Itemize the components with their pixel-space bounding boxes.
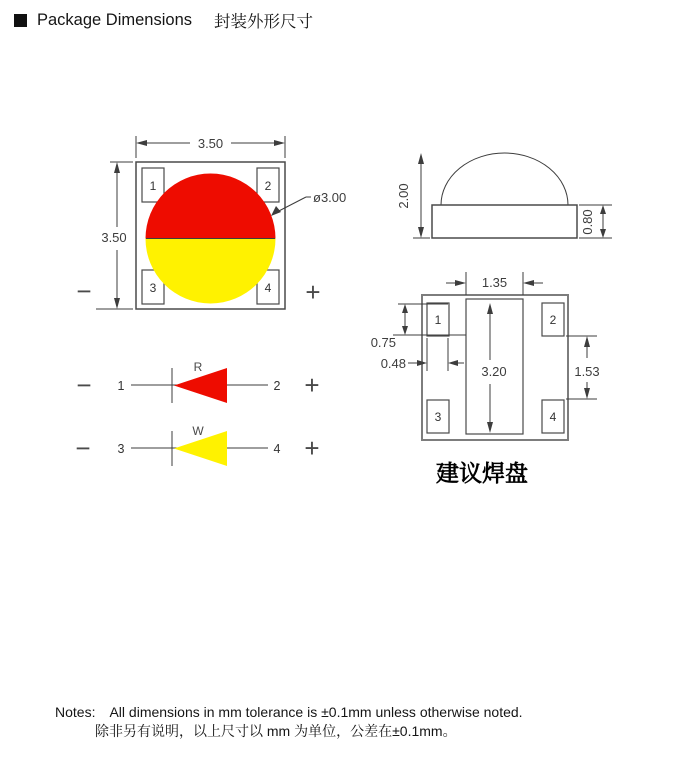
- dim-center-width-label: 1.35: [481, 275, 508, 290]
- layout-pad-1-label: 1: [434, 313, 442, 327]
- dim-pad-height-label: 0.75: [370, 335, 396, 350]
- dim-top-width: [136, 136, 285, 158]
- plus-mark-red: +: [304, 370, 320, 400]
- dim-center-width: [446, 275, 543, 290]
- notes-line2: 除非另有说明，以上尺寸以 mm 为单位，公差在±0.1mm。: [95, 723, 457, 739]
- dim-base-height: [579, 205, 612, 238]
- red-pin-right-label: 2: [273, 379, 281, 393]
- dim-center-height-label: 3.20: [481, 364, 507, 379]
- layout-pad-4-label: 4: [549, 410, 557, 424]
- dim-pad-width-label: 0.48: [380, 356, 406, 371]
- led-circuit-white: [75, 424, 319, 466]
- pad-1-label: 1: [149, 179, 157, 193]
- dim-left-height: [96, 162, 133, 309]
- dim-total-height: [396, 153, 430, 238]
- layout-pad-2-label: 2: [549, 313, 557, 327]
- red-pin-left-label: 1: [117, 379, 125, 393]
- dim-circle-label: ø3.00: [313, 190, 347, 205]
- dim-base-height-label: 0.80: [580, 209, 595, 235]
- pad-2-label: 2: [264, 179, 272, 193]
- minus-mark-red: −: [76, 370, 92, 400]
- plus-mark-top-view: +: [305, 277, 321, 307]
- pad-layout-caption: 建议焊盘: [436, 460, 528, 486]
- plus-mark-white: +: [304, 433, 320, 463]
- dim-pad-gap-label: 1.53: [574, 364, 600, 379]
- notes-label: Notes:: [55, 704, 96, 720]
- notes: [55, 703, 523, 741]
- layout-pad-3-label: 3: [434, 410, 442, 424]
- package-side-view: [396, 153, 612, 238]
- red-diode-label: R: [193, 360, 203, 374]
- notes-line1: All dimensions in mm tolerance is ±0.1mm unless otherwise noted.: [109, 704, 523, 720]
- dim-total-height-label: 2.00: [396, 183, 411, 209]
- pad-3-label: 3: [149, 281, 157, 295]
- dim-top-width-label: 3.50: [197, 136, 224, 151]
- dim-pad-gap: [566, 336, 600, 399]
- solder-pad-layout: [371, 272, 600, 486]
- led-circuit-red: [76, 360, 319, 403]
- minus-mark-white: −: [75, 433, 91, 463]
- lens-dome: [441, 153, 568, 205]
- white-pin-right-label: 4: [273, 442, 281, 456]
- package-top-view: [76, 136, 346, 309]
- minus-mark-top-view: −: [76, 276, 92, 306]
- section-title-zh: 封装外形尺寸: [214, 13, 313, 31]
- white-diode-label: W: [192, 424, 204, 438]
- section-title-en: Package Dimensions: [37, 10, 192, 29]
- pad-4-label: 4: [264, 281, 272, 295]
- white-pin-left-label: 3: [117, 442, 125, 456]
- dim-left-height-label: 3.50: [101, 230, 127, 245]
- package-base: [432, 205, 577, 238]
